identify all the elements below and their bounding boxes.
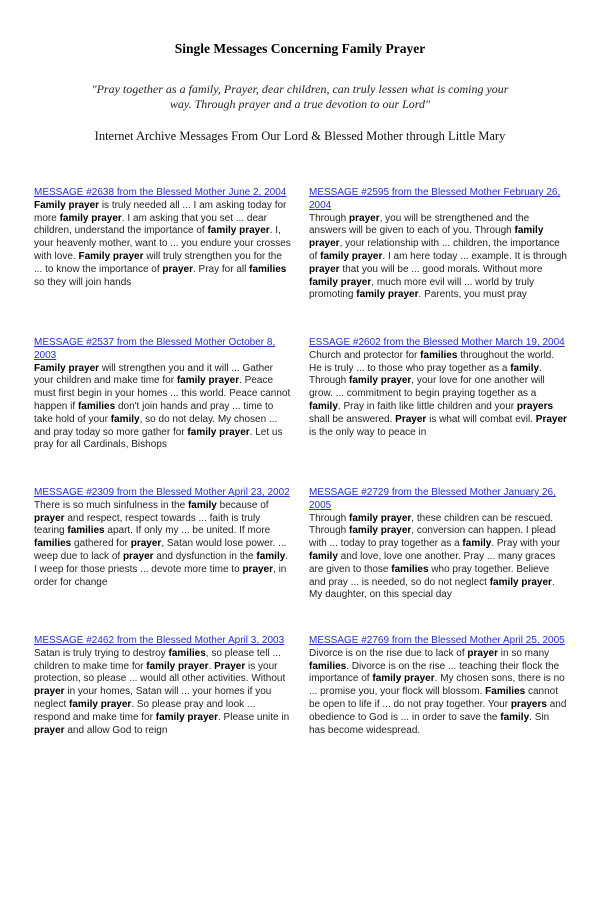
message-title-link[interactable]: ESSAGE #2602 from the Blessed Mother March 19, 2004 <box>309 337 565 348</box>
excerpt-text: Through <box>309 212 350 224</box>
highlight-keyword: prayer <box>34 512 65 524</box>
highlight-keyword: family prayer <box>146 660 209 672</box>
excerpt-text: , these children can be rescued. Through <box>309 512 554 537</box>
highlight-keyword: prayer <box>122 550 154 562</box>
highlight-keyword: family prayer <box>309 225 544 250</box>
highlight-keyword: family prayer <box>176 375 240 387</box>
message-title-link[interactable]: MESSAGE #2595 from the Blessed Mother February 26, 2004 <box>309 187 561 211</box>
excerpt-text: . Let us pray for all Cardinals, Bishops <box>34 426 283 451</box>
highlight-keyword: family prayer <box>349 512 412 524</box>
highlight-keyword: family <box>462 538 492 550</box>
highlight-keyword: family prayer <box>309 276 372 288</box>
excerpt-text: , conversion can happen. I plead with ... today to pray together as a <box>309 525 556 550</box>
excerpt-text: so they will join hands <box>34 276 132 288</box>
highlight-keyword: prayer <box>309 263 340 275</box>
excerpt-text: because of <box>216 499 269 511</box>
message-excerpt <box>309 213 567 303</box>
highlight-keyword: families <box>34 538 72 550</box>
highlight-keyword: prayer <box>34 724 65 736</box>
message-title-link[interactable]: MESSAGE #2638 from the Blessed Mother June 2, 2004 <box>34 187 287 198</box>
highlight-keyword: prayer <box>130 538 162 550</box>
message-excerpt <box>34 363 292 453</box>
excerpt-text: in your homes, Satan will ... your homes if you neglect <box>34 686 272 710</box>
excerpt-text: is the only way to peace in <box>309 426 427 438</box>
excerpt-text: . Peace must first begin in your homes ... this world. Peace cannot happen if <box>34 375 291 412</box>
message-excerpt <box>34 500 292 590</box>
message-card <box>34 337 292 452</box>
highlight-keyword: family prayer <box>187 426 250 438</box>
highlight-keyword: families <box>391 563 429 575</box>
message-excerpt <box>309 513 567 603</box>
highlight-keyword: family prayer <box>207 225 270 237</box>
highlight-keyword: prayer <box>467 647 498 659</box>
excerpt-text: . My chosen sons, there is no ... promise you, your flock will blossom. <box>309 673 565 698</box>
excerpt-text: apart. If only my ... be united. If more <box>104 525 271 537</box>
highlight-keyword: family <box>110 413 140 425</box>
highlight-keyword: families <box>420 349 458 361</box>
highlight-keyword: family <box>309 400 338 412</box>
highlight-keyword: families <box>77 400 116 412</box>
excerpt-text: Satan is truly trying to destroy <box>34 647 169 659</box>
excerpt-text: . My daughter, on this special day <box>309 576 555 601</box>
excerpt-text: Divorce is on the rise due to lack of <box>309 647 468 659</box>
excerpt-text: . Please unite in <box>218 711 290 723</box>
excerpt-text: . Sin has become widespread. <box>309 711 550 736</box>
message-card <box>34 635 292 737</box>
excerpt-text: that you will be ... good morals. Without more <box>339 263 543 275</box>
excerpt-text: don't join hands and pray ... time to take hold of your <box>34 400 274 425</box>
message-title-link[interactable]: MESSAGE #2309 from the Blessed Mother April 23, 2002 <box>34 487 290 498</box>
excerpt-text: who pray together. Believe and pray ... is needed, so do not neglect <box>309 563 550 588</box>
excerpt-text: throughout the world. He is truly ... to those who pray together as a <box>309 349 555 374</box>
highlight-keyword: family prayer <box>356 289 419 301</box>
message-card <box>309 337 567 439</box>
excerpt-text: . So please pray and look ... respond and make time for <box>34 698 256 723</box>
excerpt-text: . <box>208 660 215 672</box>
highlight-keyword: prayer <box>349 212 380 224</box>
excerpt-text: and obedience to God is ... in order to save the <box>309 698 567 723</box>
highlight-keyword: family prayer <box>155 711 218 723</box>
highlight-keyword: families <box>168 647 206 659</box>
excerpt-text: gathered for <box>71 538 131 550</box>
highlight-keyword: prayer <box>162 263 193 275</box>
excerpt-text: cannot be open to life if ... do not pray together. Your <box>309 686 559 710</box>
highlight-keyword: family prayer <box>349 525 412 537</box>
message-card <box>34 187 292 289</box>
message-excerpt <box>34 648 292 738</box>
page-title: Single Messages Concerning Family Prayer <box>174 41 426 56</box>
excerpt-text: and allow God to reign <box>64 724 168 736</box>
excerpt-text: Through <box>309 512 350 524</box>
highlight-keyword: family prayer <box>489 576 552 588</box>
excerpt-text: , in order for change <box>34 563 287 588</box>
highlight-keyword: Family prayer <box>34 199 100 211</box>
excerpt-text: is what will combat evil. <box>426 413 536 425</box>
message-excerpt <box>309 350 567 440</box>
excerpt-text: , your relationship with ... children, the importance of <box>309 238 560 262</box>
highlight-keyword: Families <box>485 686 526 698</box>
highlight-keyword: family prayer <box>372 673 435 685</box>
excerpt-text: is truly needed all ... I am asking today for more <box>34 199 287 224</box>
highlight-keyword: family <box>187 499 217 511</box>
highlight-keyword: families <box>309 660 347 672</box>
highlight-keyword: Prayer <box>214 660 246 672</box>
message-card <box>309 187 567 302</box>
highlight-keyword: prayers <box>516 400 554 412</box>
excerpt-text: , Satan would lose power. ... weep due to lack of <box>34 538 287 562</box>
highlight-keyword: family <box>500 711 530 723</box>
message-title-link[interactable]: MESSAGE #2729 from the Blessed Mother January 26, 2005 <box>309 487 556 511</box>
page-quote: "Pray together as a family, Prayer, dear children, can truly lessen what is coming your way. Through prayer and a true devotion to our Lord" <box>91 82 509 111</box>
message-excerpt <box>309 648 567 738</box>
message-excerpt <box>34 200 292 290</box>
excerpt-text: will truly strengthen you for the ... to know the importance of <box>34 250 282 275</box>
excerpt-text: , much more evil will ... world by truly promoting <box>309 276 535 301</box>
excerpt-text: and love, love one another. Pray ... many graces are given to those <box>309 550 556 575</box>
excerpt-text: , your love for one another will grow. ... commitment to begin praying together as a <box>309 375 545 400</box>
highlight-keyword: family prayer <box>349 375 412 387</box>
highlight-keyword: family <box>510 362 540 374</box>
excerpt-text: and respect, respect towards ... faith is truly tearing <box>34 512 261 537</box>
message-title-link[interactable]: MESSAGE #2537 from the Blessed Mother October 8, 2003 <box>34 337 276 361</box>
message-card <box>34 487 292 589</box>
page-subtitle: Internet Archive Messages From Our Lord & Blessed Mother through Little Mary <box>94 129 506 143</box>
excerpt-text: . I am asking that you set ... dear children, understand the importance of <box>34 212 267 237</box>
highlight-keyword: family prayer <box>320 250 383 262</box>
highlight-keyword: families <box>249 263 287 275</box>
excerpt-text: , you will be strengthened and the answers will be given to each of you. Through <box>309 212 530 237</box>
highlight-keyword: Prayer <box>535 413 567 425</box>
excerpt-text: , so please tell ... children to make time for <box>34 647 281 672</box>
excerpt-text: in so many <box>498 647 550 659</box>
highlight-keyword: Family prayer <box>34 362 100 374</box>
excerpt-text: and dysfunction in the <box>153 550 257 562</box>
excerpt-text: . Through <box>309 362 542 387</box>
excerpt-text: . Pray for all <box>192 263 250 275</box>
excerpt-text: . Pray with your <box>491 538 561 550</box>
message-card <box>309 487 567 602</box>
highlight-keyword: family <box>256 550 286 562</box>
highlight-keyword: prayer <box>34 686 65 698</box>
highlight-keyword: prayers <box>510 698 547 710</box>
excerpt-text: . Pray in faith like little children and your <box>337 400 517 412</box>
highlight-keyword: prayer <box>242 563 274 575</box>
excerpt-text: shall be answered. <box>309 413 396 425</box>
excerpt-text: There is so much sinfulness in the <box>34 499 188 511</box>
highlight-keyword: family prayer <box>69 698 132 710</box>
excerpt-text: . I am here today ... example. It is through <box>382 250 567 262</box>
excerpt-text: . Divorce is on the rise ... teaching their flock the importance of <box>309 660 560 685</box>
excerpt-text: is your protection, so please ... would all other activities. Without <box>34 660 286 685</box>
highlight-keyword: families <box>67 525 105 537</box>
message-title-link[interactable]: MESSAGE #2769 from the Blessed Mother April 25, 2005 <box>309 635 565 646</box>
highlight-keyword: Prayer <box>395 413 427 425</box>
message-card <box>309 635 567 737</box>
excerpt-text: , so do not delay. My chosen ... and pray today so more gather for <box>34 413 278 438</box>
highlight-keyword: Family prayer <box>78 250 144 262</box>
excerpt-text: . Parents, you must pray <box>418 289 527 301</box>
highlight-keyword: family <box>309 550 338 562</box>
excerpt-text: will strengthen you and it will ... Gather your children and make time for <box>34 362 274 387</box>
excerpt-text: Church and protector for <box>309 349 421 361</box>
highlight-keyword: family prayer <box>59 212 122 224</box>
message-title-link[interactable]: MESSAGE #2462 from the Blessed Mother April 3, 2003 <box>34 635 285 646</box>
excerpt-text: . I, your heavenly mother, want to ... you endure your crosses with love. <box>34 225 291 262</box>
excerpt-text: . I weep for those priests ... devote more time to <box>34 550 289 575</box>
